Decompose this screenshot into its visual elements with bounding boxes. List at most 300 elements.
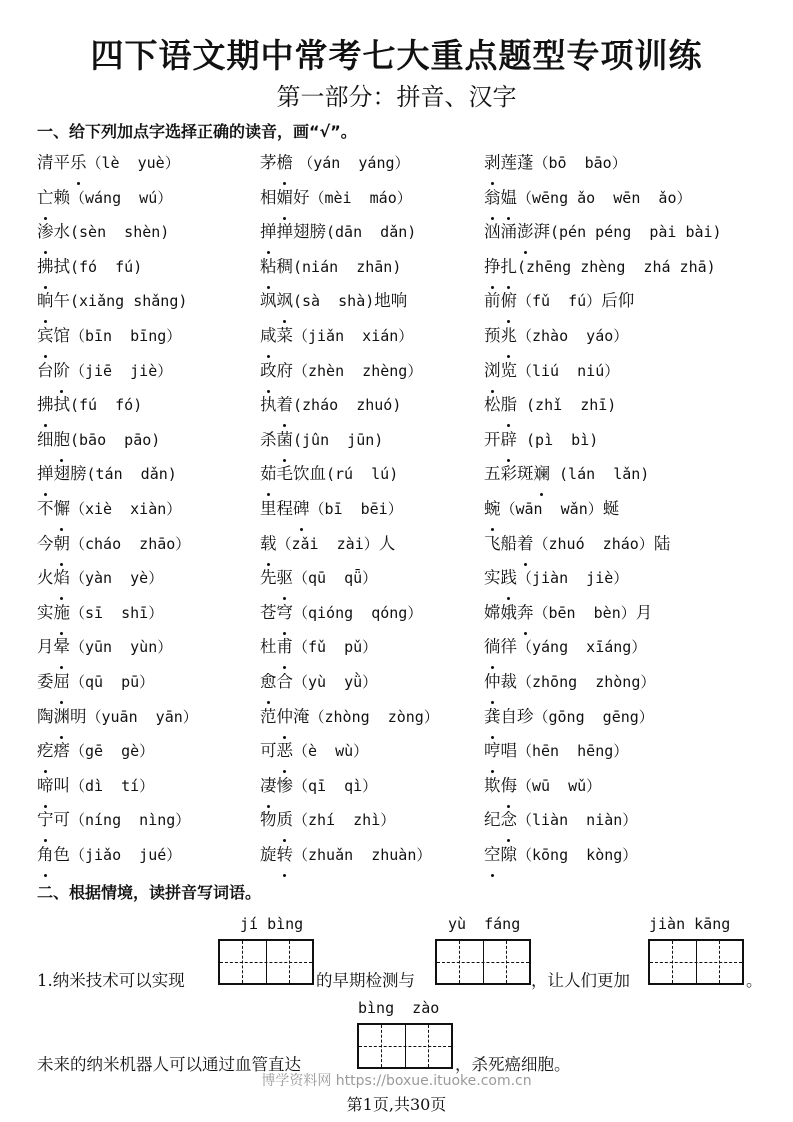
dotted-character: 质 bbox=[277, 803, 294, 837]
dotted-character: 亡 bbox=[37, 181, 54, 215]
dotted-character: 菌 bbox=[277, 423, 294, 457]
q1-text-part1: 1.纳米技术可以实现 bbox=[37, 971, 185, 990]
word-prefix: 茅 bbox=[260, 153, 277, 172]
choice-item[interactable] bbox=[260, 181, 412, 215]
dotted-character: 焰 bbox=[54, 561, 71, 595]
word-prefix: 嫦娥 bbox=[484, 602, 517, 622]
choice-item[interactable] bbox=[484, 838, 637, 872]
choice-item[interactable] bbox=[484, 423, 598, 457]
choice-item[interactable] bbox=[260, 354, 422, 388]
dotted-character: 着 bbox=[517, 527, 534, 561]
word-suffix: 湃 bbox=[533, 222, 550, 242]
dotted-character: 懈 bbox=[54, 492, 71, 526]
dotted-character: 茹 bbox=[260, 457, 277, 491]
choice-item[interactable] bbox=[484, 492, 619, 526]
dotted-character: 飒 bbox=[277, 284, 294, 318]
choice-item[interactable] bbox=[484, 665, 655, 699]
word-prefix: 欺 bbox=[484, 775, 501, 795]
choice-item[interactable] bbox=[260, 700, 439, 734]
pinyin-options: （fǔ pǔ） bbox=[293, 638, 378, 657]
dotted-character: 践 bbox=[501, 561, 518, 595]
word-suffix: 瘩 bbox=[53, 741, 70, 761]
word-prefix: 执 bbox=[260, 395, 277, 415]
choice-row bbox=[37, 215, 777, 250]
choice-item[interactable] bbox=[260, 215, 416, 249]
dotted-character: 念 bbox=[501, 803, 518, 837]
word-prefix: 汹涌 bbox=[484, 222, 517, 242]
pinyin-options: (pén péng pài bài) bbox=[550, 223, 722, 242]
choice-item[interactable] bbox=[37, 630, 172, 664]
word-suffix: 水 bbox=[53, 222, 70, 242]
pinyin-options: （yán yáng） bbox=[298, 154, 410, 172]
choice-row bbox=[37, 319, 777, 354]
pinyin-options: （mèi máo） bbox=[309, 188, 412, 207]
pinyin-options: （wū wǔ） bbox=[517, 776, 602, 795]
dotted-character: 扎 bbox=[501, 250, 518, 284]
word-prefix: 今 bbox=[37, 533, 54, 553]
dotted-character: 驱 bbox=[277, 561, 294, 595]
word-tail: 人 bbox=[378, 533, 396, 553]
choice-item[interactable] bbox=[37, 561, 163, 595]
dotted-character: 仲 bbox=[277, 700, 294, 734]
pinyin-options: （hēn hēng） bbox=[517, 742, 629, 761]
dotted-character: 剥 bbox=[484, 146, 501, 180]
pinyin-options: （cháo zhāo） bbox=[70, 534, 191, 553]
box4-pinyin: bìng zào bbox=[358, 999, 440, 1017]
word-prefix: 苍 bbox=[260, 602, 277, 622]
pinyin-options: （yù yǜ） bbox=[293, 672, 378, 691]
choice-item[interactable] bbox=[484, 319, 628, 353]
word-suffix: 可 bbox=[53, 810, 70, 830]
word-suffix: 自珍 bbox=[500, 706, 534, 726]
pinyin-options: （fǔ fú） bbox=[517, 292, 602, 311]
pinyin-options: (sèn shèn) bbox=[70, 223, 170, 242]
dotted-character: 仲 bbox=[484, 665, 501, 699]
choice-row bbox=[37, 250, 777, 285]
pinyin-options: （liàn niàn） bbox=[517, 811, 638, 830]
dotted-character: 空 bbox=[484, 838, 501, 872]
dotted-character: 兆 bbox=[501, 319, 518, 353]
q2-text-part2: ，杀死癌细胞。 bbox=[455, 1055, 571, 1074]
choice-item[interactable] bbox=[260, 561, 377, 595]
choice-item[interactable] bbox=[484, 354, 619, 388]
choice-row bbox=[37, 769, 777, 804]
dotted-character: 施 bbox=[54, 596, 71, 630]
word-prefix: 相 bbox=[260, 187, 277, 207]
word-suffix: 莲蓬 bbox=[500, 153, 534, 172]
word-prefix: 飒 bbox=[260, 291, 277, 311]
choice-item[interactable] bbox=[484, 457, 649, 491]
choice-item[interactable] bbox=[260, 665, 377, 699]
dotted-character: 徜 bbox=[484, 630, 501, 664]
word-suffix: 翅膀 bbox=[53, 464, 87, 484]
choice-item[interactable] bbox=[37, 492, 181, 526]
word-suffix: 馆 bbox=[53, 325, 70, 345]
choice-item[interactable] bbox=[484, 250, 716, 284]
choice-item[interactable] bbox=[260, 284, 407, 318]
pinyin-options: （zhí zhì） bbox=[293, 811, 396, 830]
pinyin-options: （zhèn zhèng） bbox=[293, 361, 423, 380]
choice-item[interactable] bbox=[37, 181, 172, 215]
pinyin-options: （bīn bīng） bbox=[70, 326, 182, 345]
choice-row bbox=[37, 596, 777, 631]
dotted-character: 载 bbox=[260, 527, 277, 561]
choice-item[interactable] bbox=[37, 803, 190, 837]
choice-item[interactable] bbox=[260, 146, 410, 180]
document-title: 四下语文期中常考七大重点题型专项训练 bbox=[90, 36, 703, 75]
dotted-character: 晕 bbox=[54, 630, 71, 664]
choice-item[interactable] bbox=[484, 803, 637, 837]
choice-item[interactable] bbox=[37, 215, 169, 249]
pinyin-options: (lán lǎn) bbox=[550, 465, 650, 484]
word-suffix: 裁 bbox=[500, 671, 517, 691]
choice-item[interactable] bbox=[484, 527, 670, 561]
pinyin-options: (zháo zhuó) bbox=[293, 396, 402, 415]
choice-item[interactable] bbox=[260, 769, 377, 803]
word-prefix: 清平 bbox=[37, 153, 70, 172]
dotted-character: 宾 bbox=[37, 319, 54, 353]
pinyin-options: (zhēng zhèng zhá zhā) bbox=[517, 257, 716, 276]
pinyin-options: (rú lú) bbox=[326, 465, 399, 484]
dotted-character: 咸 bbox=[260, 319, 277, 353]
dotted-character: 拂 bbox=[37, 250, 54, 284]
word-prefix: 纪 bbox=[484, 810, 501, 830]
box1-pinyin: jí bìng bbox=[240, 915, 304, 933]
pinyin-options: （wáng wú） bbox=[70, 188, 173, 207]
pinyin-options: （zhòng zòng） bbox=[309, 707, 439, 726]
choice-item[interactable] bbox=[260, 527, 395, 561]
dotted-character: 媪 bbox=[501, 181, 518, 215]
choice-item[interactable] bbox=[484, 596, 652, 630]
pinyin-options: （jiǎn xián） bbox=[293, 326, 414, 345]
dotted-character: 侮 bbox=[501, 769, 518, 803]
word-prefix: 里程 bbox=[260, 498, 293, 518]
dotted-character: 凄 bbox=[260, 769, 277, 803]
word-tail: 蜒 bbox=[602, 498, 620, 518]
pinyin-options: (bāo pāo) bbox=[70, 430, 161, 449]
dotted-character: 着 bbox=[277, 388, 294, 422]
word-suffix: 稠 bbox=[276, 256, 293, 276]
pinyin-choice-grid bbox=[37, 146, 777, 872]
answer-box-2[interactable] bbox=[435, 939, 531, 985]
dotted-character: 政 bbox=[260, 354, 277, 388]
choice-item[interactable] bbox=[260, 630, 377, 664]
word-tail: 后仰 bbox=[601, 291, 635, 311]
box3-pinyin: jiàn kāng bbox=[649, 915, 731, 933]
pinyin-options: （jiǎo jué） bbox=[70, 845, 182, 864]
word-prefix: 旋 bbox=[260, 844, 277, 864]
word-prefix: 实 bbox=[484, 568, 501, 588]
dotted-character: 朝 bbox=[54, 527, 71, 561]
pinyin-options: （bēn bèn） bbox=[533, 603, 636, 622]
box2-pinyin: yù fáng bbox=[448, 915, 521, 933]
choice-item[interactable] bbox=[484, 146, 627, 180]
word-suffix: 惨 bbox=[276, 775, 293, 795]
word-suffix: 明 bbox=[70, 706, 87, 726]
choice-row bbox=[37, 700, 777, 735]
pinyin-options: （è wù） bbox=[293, 742, 369, 761]
word-suffix: 掸翅膀 bbox=[276, 222, 326, 242]
choice-row bbox=[37, 284, 777, 319]
choice-row bbox=[37, 492, 777, 527]
word-prefix: 预 bbox=[484, 325, 501, 345]
choice-item[interactable] bbox=[260, 388, 401, 422]
pinyin-options: （yuān yān） bbox=[86, 707, 198, 726]
dotted-character: 哼 bbox=[484, 734, 501, 768]
pinyin-options: （bī bēi） bbox=[309, 499, 403, 518]
word-tail: 月 bbox=[635, 602, 653, 622]
dotted-character: 乐 bbox=[70, 146, 87, 180]
word-suffix: 隙 bbox=[500, 844, 517, 864]
dotted-character: 宁 bbox=[37, 803, 54, 837]
pinyin-options: （liú niú） bbox=[517, 361, 620, 380]
word-prefix: 不 bbox=[37, 498, 54, 518]
dotted-character: 转 bbox=[277, 838, 294, 872]
choice-row bbox=[37, 527, 777, 562]
dotted-character: 角 bbox=[37, 838, 54, 872]
word-tail: 地响 bbox=[374, 291, 408, 311]
q1-text-part4: 。 bbox=[746, 971, 763, 990]
dotted-character: 粘 bbox=[260, 250, 277, 284]
choice-row bbox=[37, 561, 777, 596]
word-prefix: 细 bbox=[37, 429, 54, 449]
q1-text-part2: 的早期检测与 bbox=[316, 971, 415, 990]
pinyin-options: （qū pū） bbox=[70, 672, 155, 691]
pinyin-options: （níng nìng） bbox=[70, 811, 191, 830]
word-prefix: 前 bbox=[484, 291, 501, 311]
dotted-character: 渊 bbox=[54, 700, 71, 734]
section2-heading: 二、根据情境，读拼音写词语。 bbox=[37, 883, 262, 902]
word-prefix: 月 bbox=[37, 637, 54, 657]
pinyin-options: (fú fó) bbox=[70, 396, 143, 415]
dotted-character: 挣 bbox=[484, 250, 501, 284]
word-prefix: 杜 bbox=[260, 637, 277, 657]
pinyin-options: （kōng kòng） bbox=[517, 845, 638, 864]
word-suffix: 府 bbox=[276, 360, 293, 380]
choice-item[interactable] bbox=[484, 630, 646, 664]
word-suffix: 合 bbox=[276, 671, 293, 691]
choice-item[interactable] bbox=[260, 319, 413, 353]
choice-item[interactable] bbox=[37, 700, 198, 734]
dotted-character: 辟 bbox=[501, 423, 518, 457]
word-prefix: 飞船 bbox=[484, 533, 517, 553]
word-suffix: 赖 bbox=[53, 187, 70, 207]
choice-item[interactable] bbox=[37, 665, 154, 699]
pinyin-options: （zhuó zháo） bbox=[533, 534, 654, 553]
choice-row bbox=[37, 734, 777, 769]
word-prefix: 松 bbox=[484, 395, 501, 415]
dotted-character: 晌 bbox=[37, 284, 54, 318]
dotted-character: 屈 bbox=[54, 665, 71, 699]
choice-row bbox=[37, 457, 777, 492]
pinyin-options: （yáng xīáng） bbox=[517, 638, 647, 657]
dotted-character: 浏 bbox=[484, 354, 501, 388]
document-subtitle: 第一部分：拼音、汉字 bbox=[276, 83, 517, 111]
choice-item[interactable] bbox=[37, 146, 180, 180]
pinyin-options: （qī qì） bbox=[293, 776, 378, 795]
dotted-character: 檐 bbox=[277, 146, 294, 180]
pinyin-options: （zǎi zài） bbox=[276, 534, 379, 553]
pinyin-options: （jiàn jiè） bbox=[517, 569, 629, 588]
dotted-character: 阶 bbox=[54, 354, 71, 388]
dotted-character: 恶 bbox=[277, 734, 294, 768]
pinyin-options: （qū qǖ） bbox=[293, 569, 378, 588]
choice-item[interactable] bbox=[484, 181, 692, 215]
choice-row bbox=[37, 354, 777, 389]
dotted-character: 澎 bbox=[517, 215, 534, 249]
choice-row bbox=[37, 803, 777, 838]
pinyin-options: （zhào yáo） bbox=[517, 326, 629, 345]
choice-item[interactable] bbox=[37, 596, 163, 630]
word-prefix: 委 bbox=[37, 671, 54, 691]
choice-item[interactable] bbox=[37, 319, 181, 353]
dotted-character: 翁 bbox=[484, 181, 501, 215]
dotted-character: 俯 bbox=[501, 284, 518, 318]
dotted-character: 奔 bbox=[517, 596, 534, 630]
choice-row bbox=[37, 838, 777, 873]
choice-item[interactable] bbox=[260, 250, 401, 284]
choice-row bbox=[37, 181, 777, 216]
pinyin-options: (sà shà) bbox=[293, 292, 375, 311]
word-suffix: 色 bbox=[53, 844, 70, 864]
answer-box-1[interactable] bbox=[218, 939, 314, 985]
choice-item[interactable] bbox=[484, 700, 654, 734]
choice-item[interactable] bbox=[37, 423, 160, 457]
word-prefix: 陶 bbox=[37, 706, 54, 726]
pinyin-options: （gē gè） bbox=[70, 742, 155, 761]
choice-row bbox=[37, 146, 777, 181]
choice-item[interactable] bbox=[484, 215, 722, 249]
word-prefix: 五彩斑 bbox=[484, 464, 534, 484]
dotted-character: 蜿 bbox=[484, 492, 501, 526]
pinyin-options: （wān wǎn） bbox=[500, 499, 603, 518]
pinyin-options: (dān dǎn) bbox=[326, 223, 417, 242]
word-prefix: 杀 bbox=[260, 429, 277, 449]
dotted-character: 渗 bbox=[37, 215, 54, 249]
choice-item[interactable] bbox=[260, 492, 403, 526]
answer-box-4[interactable] bbox=[357, 1023, 453, 1069]
choice-item[interactable] bbox=[260, 596, 422, 630]
word-suffix: 好 bbox=[293, 187, 310, 207]
pinyin-options: (nián zhān) bbox=[293, 257, 402, 276]
pinyin-options: （jiē jiè） bbox=[70, 361, 173, 380]
pinyin-options: (jûn jūn) bbox=[293, 430, 384, 449]
dotted-character: 媚 bbox=[277, 181, 294, 215]
pinyin-options: （zhōng zhòng） bbox=[517, 672, 656, 691]
dotted-character: 脂 bbox=[501, 388, 518, 422]
choice-item[interactable] bbox=[484, 769, 601, 803]
pinyin-options: （bō bāo） bbox=[533, 154, 627, 172]
choice-item[interactable] bbox=[37, 250, 142, 284]
choice-item[interactable] bbox=[484, 284, 634, 318]
choice-item[interactable] bbox=[37, 284, 187, 318]
choice-row bbox=[37, 630, 777, 665]
choice-item[interactable] bbox=[260, 457, 398, 491]
dotted-character: 穹 bbox=[277, 596, 294, 630]
dotted-character: 啼 bbox=[37, 769, 54, 803]
pinyin-options: （yàn yè） bbox=[70, 569, 164, 588]
dotted-character: 甫 bbox=[277, 630, 294, 664]
pinyin-options: （lè yuè） bbox=[86, 154, 180, 172]
word-suffix: 唱 bbox=[500, 741, 517, 761]
dotted-character: 斓 bbox=[534, 457, 551, 491]
pinyin-options: (zhǐ zhī) bbox=[517, 396, 617, 415]
word-suffix: 叫 bbox=[53, 775, 70, 795]
word-suffix: 淹 bbox=[293, 706, 310, 726]
choice-item[interactable] bbox=[37, 838, 181, 872]
dotted-character: 愈 bbox=[260, 665, 277, 699]
pinyin-options: （sī shī） bbox=[70, 603, 164, 622]
word-suffix: 拭 bbox=[53, 395, 70, 415]
pinyin-options: （xiè xiàn） bbox=[70, 499, 182, 518]
choice-item[interactable] bbox=[260, 838, 431, 872]
choice-item[interactable] bbox=[37, 734, 154, 768]
pinyin-options: (xiǎng shǎng) bbox=[70, 292, 188, 311]
pinyin-options: （dì tí） bbox=[70, 776, 155, 795]
word-suffix: 午 bbox=[53, 291, 70, 311]
choice-item[interactable] bbox=[260, 423, 383, 457]
dotted-character: 掸 bbox=[260, 215, 277, 249]
choice-item[interactable] bbox=[484, 561, 628, 595]
dotted-character: 胞 bbox=[54, 423, 71, 457]
choice-item[interactable] bbox=[37, 527, 190, 561]
watermark: 博学资料网 https://boxue.ituoke.com.cn bbox=[261, 1073, 532, 1089]
section1-heading: 一、给下列加点字选择正确的读音，画“√”。 bbox=[37, 122, 357, 141]
pinyin-options: (tán dǎn) bbox=[86, 465, 177, 484]
word-prefix: 火 bbox=[37, 568, 54, 588]
pinyin-options: (pì bì) bbox=[517, 430, 599, 449]
word-prefix: 范 bbox=[260, 706, 277, 726]
dotted-character: 掸 bbox=[37, 457, 54, 491]
pinyin-options: （yūn yùn） bbox=[70, 638, 173, 657]
word-prefix: 实 bbox=[37, 602, 54, 622]
pinyin-options: (fó fú) bbox=[70, 257, 143, 276]
choice-item[interactable] bbox=[260, 803, 395, 837]
word-suffix: 拭 bbox=[53, 256, 70, 276]
word-prefix: 台 bbox=[37, 360, 54, 380]
dotted-character: 疙 bbox=[37, 734, 54, 768]
choice-item[interactable] bbox=[484, 734, 628, 768]
pinyin-options: （zhuǎn zhuàn） bbox=[293, 845, 432, 864]
word-suffix: 毛饮血 bbox=[276, 464, 326, 484]
word-suffix: 徉 bbox=[500, 637, 517, 657]
word-prefix: 先 bbox=[260, 568, 277, 588]
word-prefix: 物 bbox=[260, 810, 277, 830]
dotted-character: 碑 bbox=[293, 492, 310, 526]
choice-row bbox=[37, 388, 777, 423]
word-prefix: 开 bbox=[484, 429, 501, 449]
pinyin-options: （wēng ǎo wēn ǎo） bbox=[517, 188, 692, 207]
pinyin-options: （qióng qóng） bbox=[293, 603, 423, 622]
choice-row bbox=[37, 665, 777, 700]
choice-item[interactable] bbox=[260, 734, 368, 768]
choice-item[interactable] bbox=[484, 388, 616, 422]
choice-item[interactable] bbox=[37, 769, 154, 803]
answer-box-3[interactable] bbox=[648, 939, 744, 985]
choice-item[interactable] bbox=[37, 388, 142, 422]
choice-row bbox=[37, 423, 777, 458]
dotted-character: 拂 bbox=[37, 388, 54, 422]
word-prefix: 可 bbox=[260, 741, 277, 761]
q1-text-part3: ，让人们更加 bbox=[531, 971, 630, 990]
q2-text-part1: 未来的纳米机器人可以通过血管直达 bbox=[37, 1055, 301, 1074]
word-suffix: 览 bbox=[500, 360, 517, 380]
choice-item[interactable] bbox=[37, 457, 177, 491]
page-number: 第1页,共30页 bbox=[346, 1095, 447, 1114]
word-tail: 陆 bbox=[653, 533, 671, 553]
dotted-character: 龚 bbox=[484, 700, 501, 734]
choice-item[interactable] bbox=[37, 354, 172, 388]
